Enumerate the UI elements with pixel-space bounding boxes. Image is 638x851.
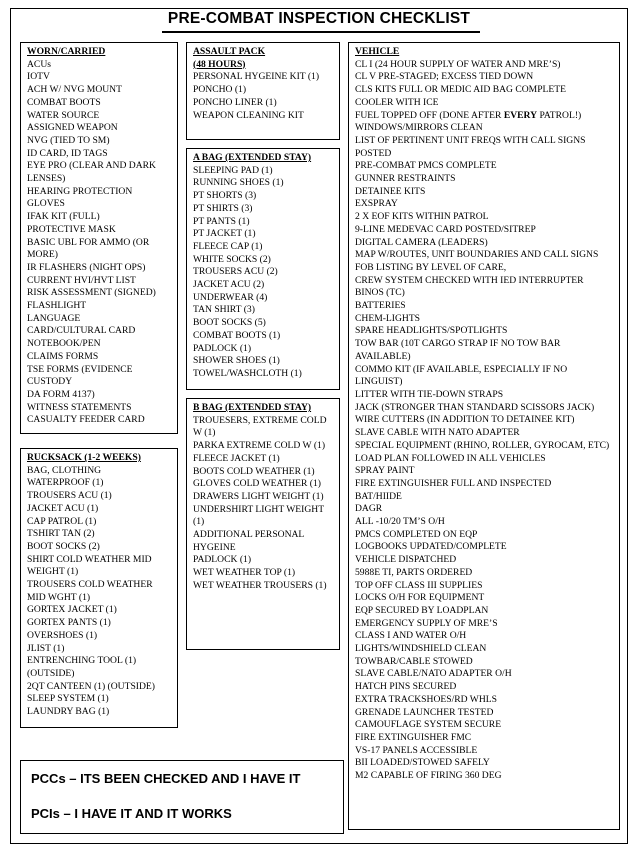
checklist-item: UNDERSHIRT LIGHT WEIGHT (1) — [193, 503, 324, 528]
checklist-item: DRAWERS LIGHT WEIGHT (1) — [193, 490, 324, 502]
checklist-item: PADLOCK (1) — [193, 554, 252, 566]
checklist-item: WATERPROOF (1) — [27, 477, 104, 489]
checklist-item: LOGBOOKS UPDATED/COMPLETE — [355, 541, 507, 553]
checklist-item: CLASS I AND WATER O/H — [355, 630, 467, 642]
checklist-item: WET WEATHER TROUSERS (1) — [193, 579, 327, 591]
checklist-item: BASIC UBL FOR AMMO (OR MORE) — [27, 236, 150, 261]
vehicle-header: VEHICLE — [355, 46, 400, 57]
checklist-item: DAGR — [355, 503, 383, 515]
checklist-item: BOOT SOCKS (5) — [193, 317, 266, 329]
checklist-item: DETAINEE KITS — [355, 185, 426, 197]
checklist-item: JACKET ACU (1) — [27, 502, 99, 514]
checklist-item: ACUs — [27, 58, 51, 70]
checklist-item: TROUSERS ACU (2) — [193, 266, 278, 278]
checklist-item: 5988E TI, PARTS ORDERED — [355, 566, 473, 578]
checklist-item: SLAVE CABLE WITH NATO ADAPTER — [355, 427, 520, 439]
b-bag-list — [193, 415, 335, 593]
vehicle-box — [348, 42, 620, 830]
checklist-item: TOW BAR (10T CARGO STRAP IF NO TOW BAR AVAILABLE) — [355, 338, 561, 362]
checklist-item: GRENADE LAUNCHER TESTED — [355, 706, 494, 718]
checklist-item: COOLER WITH ICE — [355, 96, 439, 108]
checklist-item: PERSONAL HYGEINE KIT (1) — [193, 71, 320, 83]
checklist-item: PARKA EXTREME COLD W (1) — [193, 440, 326, 452]
checklist-item: ADDITIONAL PERSONAL HYGEINE — [193, 529, 304, 553]
rucksack-header: RUCKSACK (1-2 WEEKS) — [27, 452, 141, 463]
checklist-item: SLAVE CABLE/NATO ADAPTER O/H — [355, 668, 512, 680]
checklist-item: CLAIMS FORMS — [27, 350, 99, 362]
assault-pack-duration: (48 HOURS) — [193, 58, 246, 70]
checklist-item: MAP W/ROUTES, UNIT BOUNDARIES AND CALL SIGNS — [355, 249, 599, 261]
fuel-item-text: FUEL TOPPED OFF (DONE AFTER — [355, 109, 504, 121]
checklist-item: WIRE CUTTERS (IN ADDITION TO DETAINEE KIT) — [355, 414, 575, 426]
checklist-item: LIGHTS/WINDSHIELD CLEAN — [355, 643, 487, 655]
checklist-item: SLEEPING PAD (1) — [193, 164, 273, 176]
fuel-item-emphasis: EVERY — [503, 109, 538, 121]
checklist-item: ALL -10/20 TM’S O/H — [355, 516, 445, 528]
checklist-item: JACKET ACU (2) — [193, 279, 265, 291]
checklist-item: 2 X EOF KITS WITHIN PATROL — [355, 211, 489, 223]
checklist-item: CARD/CULTURAL CARD — [27, 325, 136, 337]
checklist-item: ASSIGNED WEAPON — [27, 122, 118, 134]
assault-pack-box — [186, 42, 340, 140]
checklist-item: BOOT SOCKS (2) — [27, 540, 100, 552]
rucksack-list — [27, 465, 173, 719]
a-bag-list — [193, 165, 335, 381]
checklist-item: FLASHLIGHT — [27, 300, 87, 312]
checklist-item: GORTEX PANTS (1) — [27, 617, 111, 629]
checklist-item: IOTV — [27, 71, 50, 83]
checklist-item: COMBAT BOOTS (1) — [193, 329, 281, 341]
checklist-item: LOAD PLAN FOLLOWED IN ALL VEHICLES — [355, 452, 546, 464]
checklist-item: BINOS (TC) — [355, 287, 405, 299]
checklist-item: TAN SHIRT (3) — [193, 304, 255, 316]
checklist-item: PROTECTIVE MASK — [27, 223, 116, 235]
pcc-definition: PCCs – ITS BEEN CHECKED AND I HAVE IT — [31, 771, 301, 786]
checklist-item: DIGITAL CAMERA (LEADERS) — [355, 236, 488, 248]
checklist-item: WITNESS STATEMENTS — [27, 401, 132, 413]
assault-pack-list — [193, 71, 335, 122]
checklist-item: LITTER WITH TIE-DOWN STRAPS — [355, 388, 504, 400]
checklist-item: TOP OFF CLASS III SUPPLIES — [355, 579, 483, 591]
checklist-item: VEHICLE DISPATCHED — [355, 554, 457, 566]
checklist-item — [355, 110, 615, 123]
checklist-item: IR FLASHERS (NIGHT OPS) — [27, 261, 146, 273]
checklist-item: LOCKS O/H FOR EQUIPMENT — [355, 592, 485, 604]
b-bag-box — [186, 398, 340, 650]
checklist-item: CLS KITS FULL OR MEDIC AID BAG COMPLETE — [355, 84, 566, 96]
checklist-item: PRE-COMBAT PMCS COMPLETE — [355, 160, 497, 172]
checklist-item: PT JACKET (1) — [193, 228, 256, 240]
worn-carried-list — [27, 59, 173, 427]
checklist-item: PONCHO (1) — [193, 84, 247, 96]
checklist-item: GUNNER RESTRAINTS — [355, 173, 456, 185]
checklist-item: JLIST (1) — [27, 642, 65, 654]
checklist-item: PT SHIRTS (3) — [193, 202, 253, 214]
pcc-pci-note-box — [20, 760, 344, 834]
checklist-item: LAUNDRY BAG (1) — [27, 706, 110, 718]
checklist-item: WET WEATHER TOP (1) — [193, 567, 296, 579]
checklist-item: PT PANTS (1) — [193, 215, 250, 227]
checklist-item: TROUSERS COLD WEATHER MID WGHT (1) — [27, 579, 153, 603]
title-underline — [162, 31, 480, 33]
checklist-item: FIRE EXTINGUISHER FMC — [355, 731, 472, 743]
checklist-item: HEARING PROTECTION — [27, 185, 133, 197]
checklist-item: HATCH PINS SECURED — [355, 681, 457, 693]
checklist-item: M2 CAPABLE OF FIRING 360 DEG — [355, 770, 502, 782]
page-title: PRE-COMBAT INSPECTION CHECKLIST — [167, 10, 471, 27]
checklist-item: COMMO KIT (IF AVAILABLE, ESPECIALLY IF NO LINGUIST) — [355, 363, 568, 388]
checklist-item: WATER SOURCE — [27, 109, 100, 121]
checklist-item: WHITE SOCKS (2) — [193, 253, 271, 265]
checklist-item: EQP SECURED BY LOADPLAN — [355, 604, 489, 616]
checklist-item: BII LOADED/STOWED SAFELY — [355, 757, 490, 769]
checklist-item: SHIRT COLD WEATHER MID WEIGHT (1) — [27, 553, 152, 578]
checklist-item: PADLOCK (1) — [193, 342, 252, 354]
checklist-item: VS-17 PANELS ACCESSIBLE — [355, 744, 478, 756]
checklist-item: PONCHO LINER (1) — [193, 96, 277, 108]
checklist-item: SPARE HEADLIGHTS/SPOTLIGHTS — [355, 325, 508, 337]
checklist-item: BATTERIES — [355, 300, 406, 312]
checklist-item: SHOWER SHOES (1) — [193, 355, 280, 367]
checklist-item: WINDOWS/MIRRORS CLEAN — [355, 122, 483, 134]
checklist-item: OVERSHOES (1) — [27, 629, 98, 641]
checklist-item: CAMOUFLAGE SYSTEM SECURE — [355, 719, 502, 731]
checklist-item: WEAPON CLEANING KIT — [193, 109, 304, 121]
checklist-item: TROUESERS, EXTREME COLD W (1) — [193, 414, 327, 439]
checklist-item: TROUSERS ACU (1) — [27, 490, 112, 502]
checklist-item: CREW SYSTEM CHECKED WITH IED INTERRUPTER — [355, 274, 584, 286]
checklist-item: CAP PATROL (1) — [27, 515, 97, 527]
checklist-item: SLEEP SYSTEM (1) — [27, 693, 109, 705]
checklist-item: NOTEBOOK/PEN — [27, 338, 101, 350]
checklist-item: EXSPRAY — [355, 198, 398, 210]
checklist-item: CURRENT HVI/HVT LIST — [27, 274, 136, 286]
checklist-item: EXTRA TRACKSHOES/RD WHLS — [355, 693, 497, 705]
a-bag-header: A BAG (EXTENDED STAY) — [193, 152, 312, 163]
checklist-item: FOB LISTING BY LEVEL OF CARE, — [355, 261, 507, 273]
a-bag-box — [186, 148, 340, 390]
worn-carried-header: WORN/CARRIED — [27, 46, 106, 57]
checklist-item: EYE PRO (CLEAR AND DARK LENSES) — [27, 160, 156, 185]
checklist-item: NVG (TIED TO SM) — [27, 134, 110, 146]
checklist-item: FLEECE CAP (1) — [193, 240, 263, 252]
checklist-item: UNDERWEAR (4) — [193, 291, 268, 303]
checklist-item: RUNNING SHOES (1) — [193, 177, 284, 189]
checklist-item: LANGUAGE — [27, 312, 81, 324]
checklist-item: RISK ASSESSMENT (SIGNED) — [27, 287, 156, 299]
assault-pack-header: ASSAULT PACK — [193, 46, 266, 57]
checklist-item: ACH W/ NVG MOUNT — [27, 84, 122, 96]
checklist-item: BAG, CLOTHING — [27, 464, 102, 476]
checklist-item: ENTRENCHING TOOL (1) (OUTSIDE) — [27, 655, 137, 679]
checklist-item: GLOVES — [27, 198, 65, 210]
checklist-item: CASUALTY FEEDER CARD — [27, 414, 145, 426]
checklist-item: EMERGENCY SUPPLY OF MRE’S — [355, 617, 498, 629]
checklist-item: JACK (STRONGER THAN STANDARD SCISSORS JACK) — [355, 401, 595, 413]
checklist-item: LIST OF PERTINENT UNIT FREQS WITH CALL SIGNS POSTED — [355, 134, 586, 159]
vehicle-list — [355, 59, 615, 783]
checklist-item: TSE FORMS (EVIDENCE CUSTODY — [27, 363, 133, 388]
checklist-item: GLOVES COLD WEATHER (1) — [193, 478, 321, 490]
checklist-item: 2QT CANTEEN (1) (OUTSIDE) — [27, 680, 155, 692]
checklist-item: CHEM-LIGHTS — [355, 312, 421, 324]
rucksack-box — [20, 448, 178, 728]
checklist-item: DA FORM 4137) — [27, 388, 95, 400]
checklist-item: BOOTS COLD WEATHER (1) — [193, 465, 315, 477]
checklist-item: PMCS COMPLETED ON EQP — [355, 528, 478, 540]
fuel-item-text-end: PATROL!) — [537, 109, 582, 121]
pci-definition: PCIs – I HAVE IT AND IT WORKS — [31, 806, 232, 821]
checklist-item: ID CARD, ID TAGS — [27, 147, 108, 159]
worn-carried-box — [20, 42, 178, 434]
checklist-item: TOWBAR/CABLE STOWED — [355, 655, 473, 667]
checklist-item: CL I (24 HOUR SUPPLY OF WATER AND MRE’S) — [355, 58, 561, 70]
b-bag-header: B BAG (EXTENDED STAY) — [193, 402, 312, 413]
checklist-item: GORTEX JACKET (1) — [27, 604, 117, 616]
checklist-item: IFAK KIT (FULL) — [27, 211, 100, 223]
checklist-item: PT SHORTS (3) — [193, 190, 257, 202]
checklist-item: TOWEL/WASHCLOTH (1) — [193, 367, 302, 379]
checklist-item: TSHIRT TAN (2) — [27, 528, 95, 540]
checklist-item: COMBAT BOOTS — [27, 96, 101, 108]
checklist-item: CL V PRE-STAGED; EXCESS TIED DOWN — [355, 71, 534, 83]
checklist-item: FIRE EXTINGUISHER FULL AND INSPECTED — [355, 477, 552, 489]
checklist-item: SPECIAL EQUIPMENT (RHINO, ROLLER, GYROCAM, ETC) — [355, 439, 610, 451]
checklist-item: SPRAY PAINT — [355, 465, 415, 477]
checklist-item: BAT/HIIDE — [355, 490, 402, 502]
checklist-item: 9-LINE MEDEVAC CARD POSTED/SITREP — [355, 223, 536, 235]
checklist-item: FLEECE JACKET (1) — [193, 452, 280, 464]
